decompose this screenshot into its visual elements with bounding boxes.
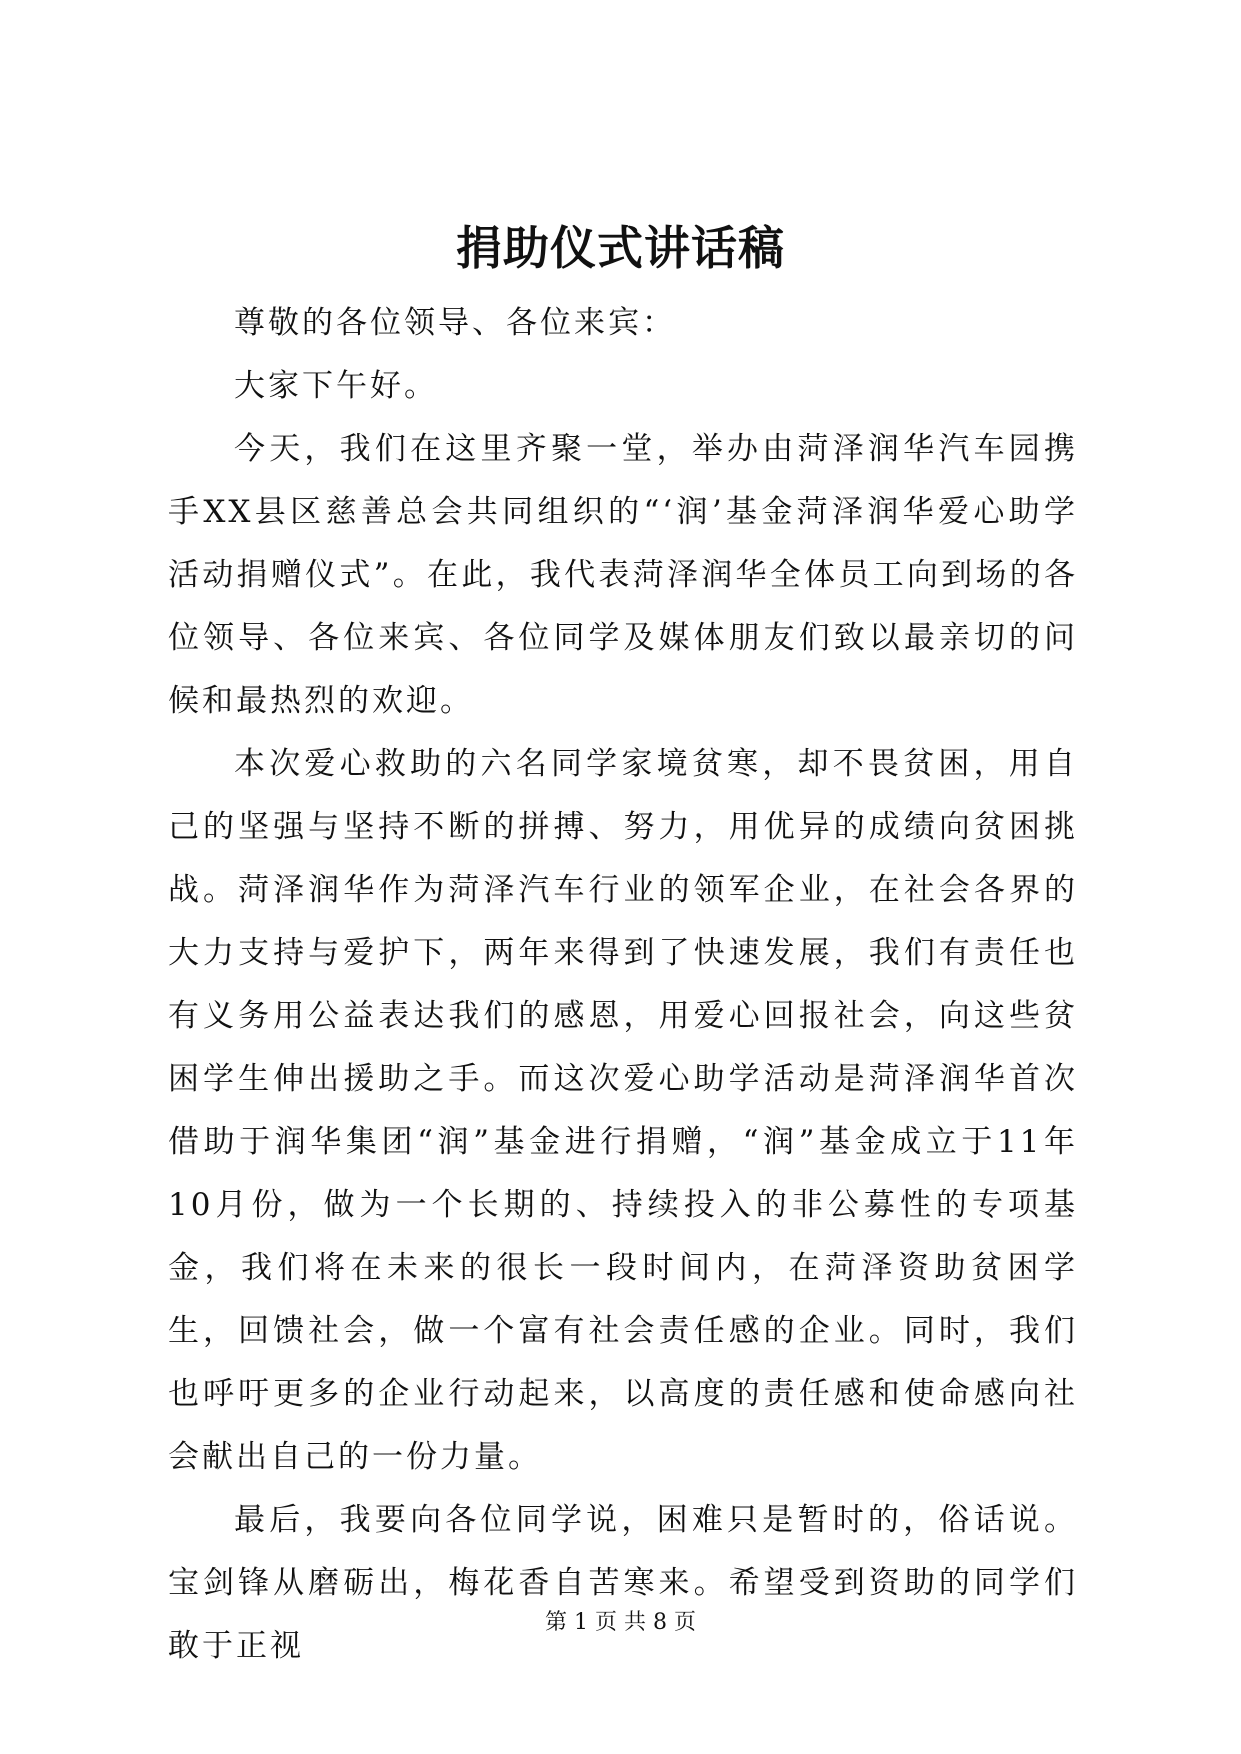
- body-paragraph: 今天，我们在这里齐聚一堂，举办由菏泽润华汽车园携手XX县区慈善总会共同组织的“‘润’基金菏泽润华爱心助学活动捐赠仪式”。在此，我代表菏泽润华全体员工向到场的各位领导、各位来宾、各位同学及媒体朋友们致以最亲切的问候和最热烈的欢迎。: [168, 431, 1078, 719]
- salutation-paragraph: 尊敬的各位领导、各位来宾：: [234, 305, 676, 341]
- page-number-footer: 第 1 页 共 8 页: [545, 1610, 696, 1635]
- greeting-paragraph: 大家下午好。: [234, 368, 438, 404]
- document-body: [168, 292, 1078, 1678]
- body-paragraph: 本次爱心救助的六名同学家境贫寒，却不畏贫困，用自己的坚强与坚持不断的拼搏、努力，用优异的成绩向贫困挑战。菏泽润华作为菏泽汽车行业的领军企业，在社会各界的大力支持与爱护下，两年来得到了快速发展，我们有责任也有义务用公益表达我们的感恩，用爱心回报社会，向这些贫困学生伸出援助之手。而这次爱心助学活动是菏泽润华首次借助于润华集团“润”基金进行捐赠，“润”基金成立于11年10月份，做为一个长期的、持续投入的非公募性的专项基金，我们将在未来的很长一段时间内，在菏泽资助贫困学生，回馈社会，做一个富有社会责任感的企业。同时，我们也呼吁更多的企业行动起来，以高度的责任感和使命感向社会献出自己的一份力量。: [168, 746, 1078, 1475]
- document-title: 捐助仪式讲话稿: [456, 221, 785, 275]
- body-paragraph: 最后，我要向各位同学说，困难只是暂时的，俗话说。宝剑锋从磨砺出，梅花香自苦寒来。希望受到资助的同学们敢于正视: [168, 1502, 1078, 1664]
